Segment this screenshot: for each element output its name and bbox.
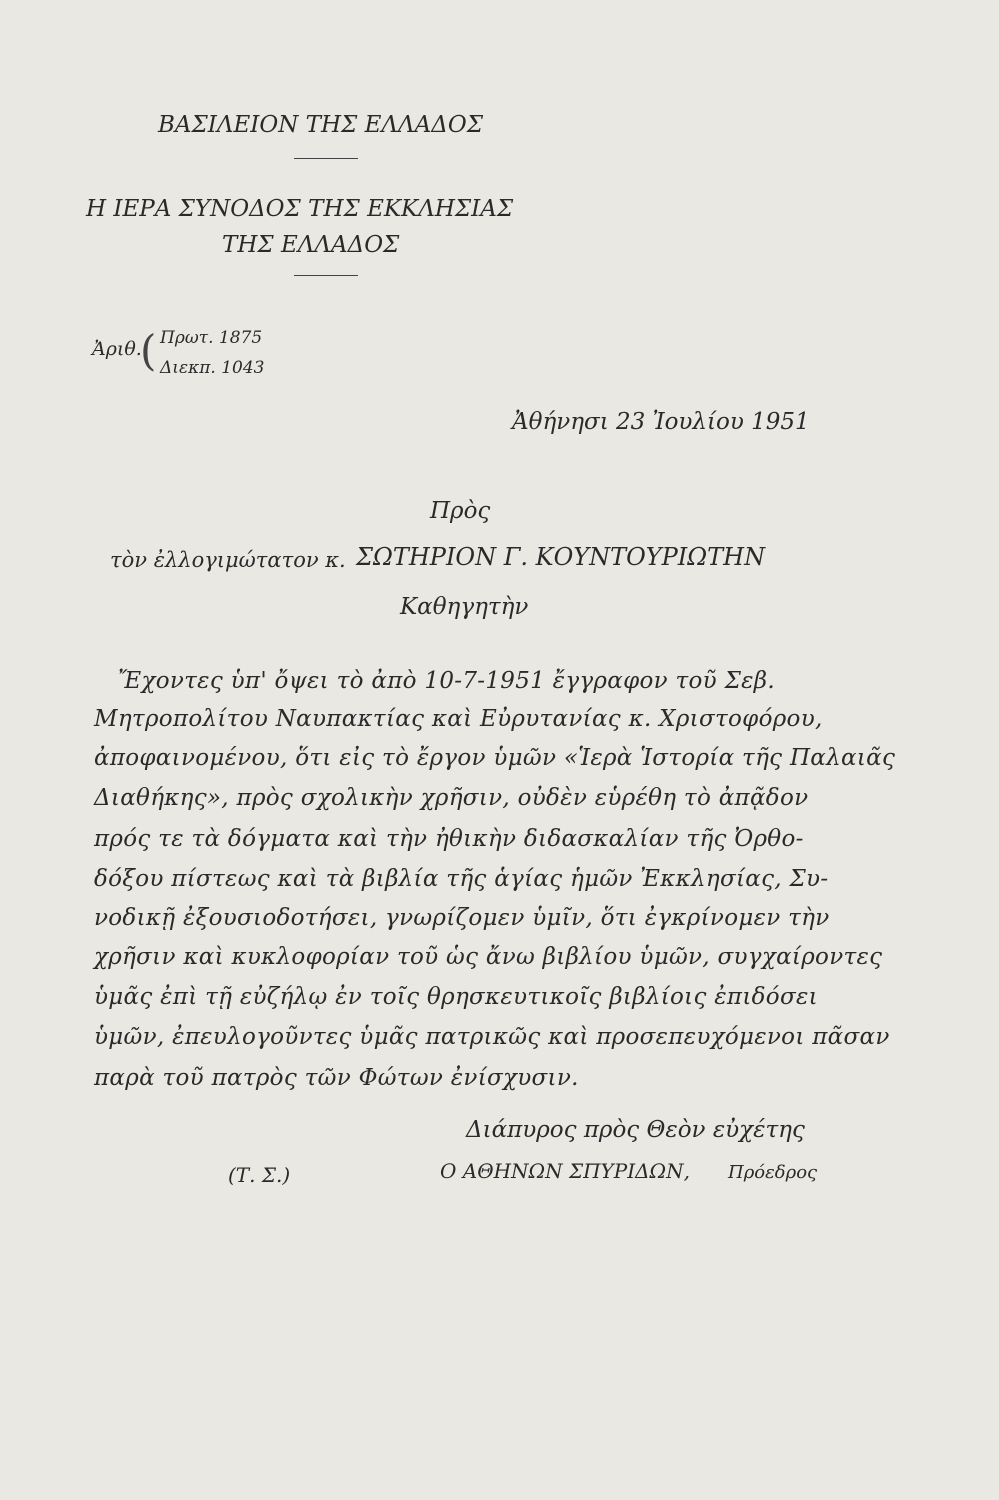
seal-mark: (Τ. Σ.) <box>228 1163 291 1187</box>
body-line-11: παρὰ τοῦ πατρὸς τῶν Φώτων ἐνίσχυσιν. <box>94 1065 579 1091</box>
addressee-prefix: τὸν ἐλλογιμώτατον κ. <box>110 548 346 572</box>
body-line-4: Διαθήκης», πρὸς σχολικὴν χρῆσιν, οὐδὲν εὑρέθη τὸ ἀπᾷδον <box>94 785 809 811</box>
signatory-role: Πρόεδρος <box>728 1162 818 1183</box>
addressee-title: Καθηγητὴν <box>400 594 529 620</box>
letterhead-church: ΤΗΣ ΕΛΛΑΔΟΣ <box>222 232 400 258</box>
letterhead-kingdom: ΒΑΣΙΛΕΙΟΝ ΤΗΣ ΕΛΛΑΔΟΣ <box>158 112 483 138</box>
reference-protocol: Πρωτ. 1875 <box>160 328 263 348</box>
addressee-pros: Πρὸς <box>430 498 491 524</box>
letter-date: Ἀθήνησι 23 Ἰουλίου 1951 <box>512 409 810 435</box>
body-line-7: νοδικῇ ἐξουσιοδοτήσει, γνωρίζομεν ὑμῖν, ὅτι ἐγκρίνομεν τὴν <box>94 905 830 931</box>
body-line-2: Μητροπολίτου Ναυπακτίας καὶ Εὐρυτανίας κ. Χριστοφόρου, <box>94 706 823 732</box>
body-line-6: δόξου πίστεως καὶ τὰ βιβλία τῆς ἁγίας ἡμῶν Ἐκκλησίας, Συ- <box>94 866 829 892</box>
letterhead-divider-2 <box>294 275 358 276</box>
reference-diekp: Διεκπ. 1043 <box>160 358 265 378</box>
body-line-9: ὑμᾶς ἐπὶ τῇ εὐζήλῳ ἐν τοῖς θρησκευτικοῖς βιβλίοις ἐπιδόσει <box>94 984 818 1010</box>
body-line-3: ἀποφαινομένου, ὅτι εἰς τὸ ἔργον ὑμῶν «Ἱερὰ Ἱστορία τῆς Παλαιᾶς <box>94 745 896 771</box>
closing-salutation: Διάπυρος πρὸς Θεὸν εὐχέτης <box>466 1117 805 1143</box>
body-line-10: ὑμῶν, ἐπευλογοῦντες ὑμᾶς πατρικῶς καὶ προσεπευχόμενοι πᾶσαν <box>94 1024 890 1050</box>
body-line-8: χρῆσιν καὶ κυκλοφορίαν τοῦ ὡς ἄνω βιβλίου ὑμῶν, συγχαίροντες <box>94 944 883 970</box>
addressee-name: ΣΩΤΗΡΙΟΝ Γ. ΚΟΥΝΤΟΥΡΙΩΤΗΝ <box>356 543 766 571</box>
body-line-5: πρός τε τὰ δόγματα καὶ τὴν ἠθικὴν διδασκαλίαν τῆς Ὀρθο- <box>94 826 804 852</box>
letterhead-synod: Η ΙΕΡΑ ΣΥΝΟΔΟΣ ΤΗΣ ΕΚΚΛΗΣΙΑΣ <box>86 196 514 222</box>
letterhead-divider-1 <box>294 158 358 159</box>
reference-brace: ( <box>140 326 157 375</box>
body-line-1: Ἔχοντες ὑπ' ὄψει τὸ ἀπὸ 10-7-1951 ἔγγραφον τοῦ Σεβ. <box>118 668 775 694</box>
signatory-name: Ο ΑΘΗΝΩΝ ΣΠΥΡΙΔΩΝ, <box>440 1159 690 1183</box>
reference-label: Ἀριθ. <box>92 338 142 360</box>
